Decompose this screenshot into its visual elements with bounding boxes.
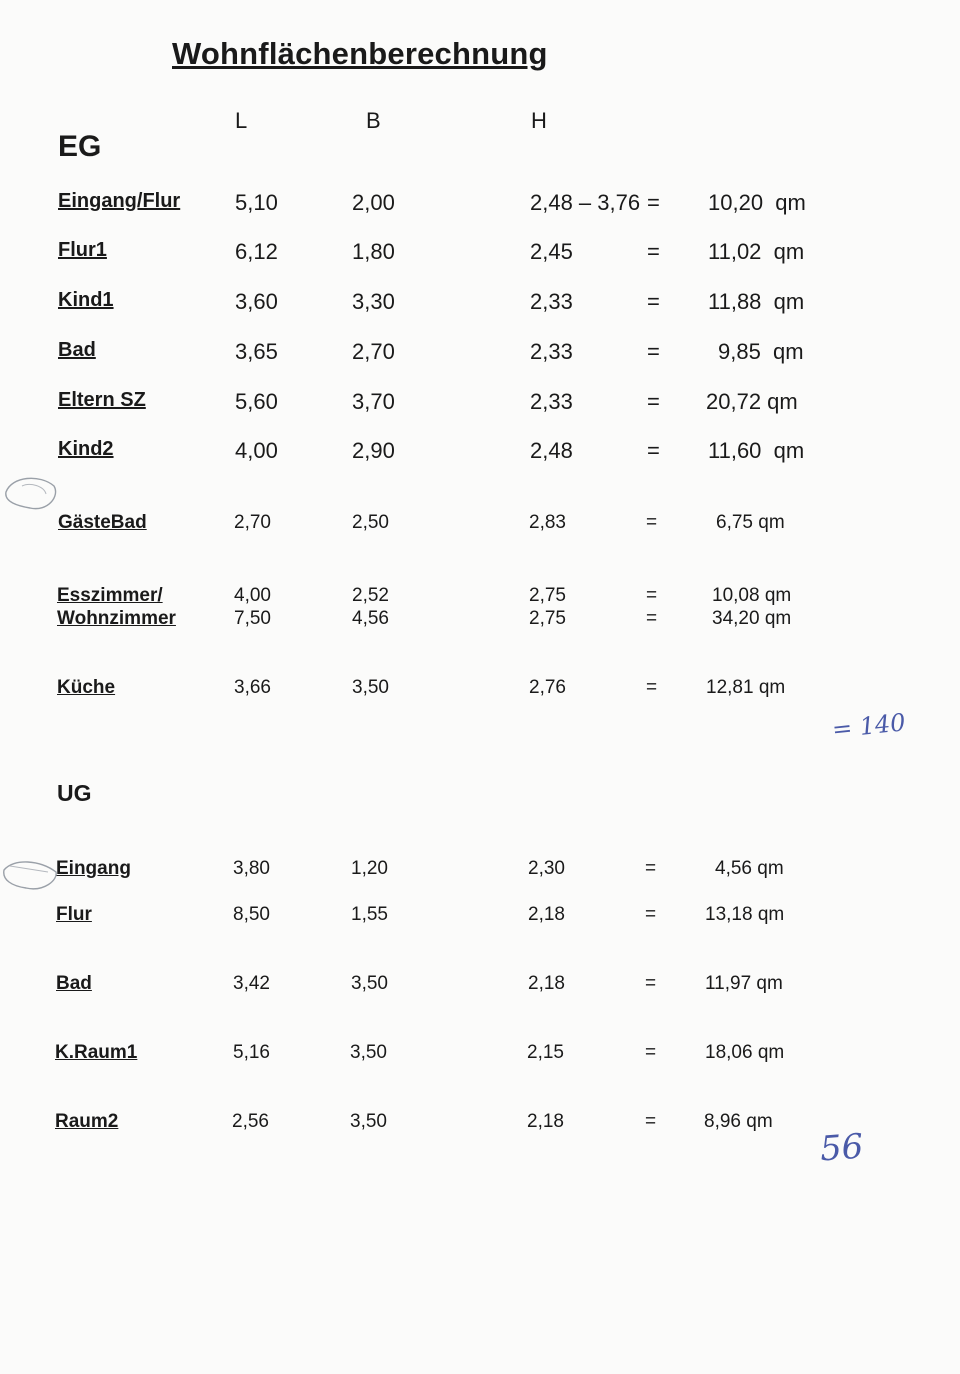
width-value: 2,70 bbox=[352, 339, 395, 364]
width-value: 3,50 bbox=[350, 1042, 387, 1063]
room-name: Eingang bbox=[56, 858, 131, 879]
equals-sign: = bbox=[645, 973, 657, 994]
width-value: 3,70 bbox=[352, 389, 395, 414]
area-value: 10,08 qm bbox=[712, 585, 792, 606]
width-value: 2,52 bbox=[352, 585, 389, 606]
table-row bbox=[0, 904, 960, 934]
equals-sign: = bbox=[647, 339, 660, 364]
width-value: 2,90 bbox=[352, 438, 395, 463]
room-name: Kind1 bbox=[58, 289, 114, 311]
length-value: 2,70 bbox=[234, 512, 271, 533]
width-value: 3,50 bbox=[351, 973, 388, 994]
handwritten-note-56: 56 bbox=[818, 1126, 865, 1170]
equals-sign: = bbox=[646, 608, 658, 629]
width-value: 3,50 bbox=[350, 1111, 387, 1132]
width-value: 3,30 bbox=[352, 289, 395, 314]
width-value: 1,20 bbox=[351, 858, 388, 879]
table-row bbox=[0, 1111, 960, 1141]
table-row bbox=[0, 608, 960, 638]
height-value: 2,15 bbox=[527, 1042, 564, 1063]
height-value: 2,48 – 3,76 bbox=[530, 190, 641, 215]
room-name: Esszimmer/ bbox=[57, 585, 163, 606]
room-name: GästeBad bbox=[58, 512, 147, 533]
length-value: 5,16 bbox=[233, 1042, 270, 1063]
column-header-h: H bbox=[531, 108, 547, 133]
area-value: 20,72 qm bbox=[706, 389, 798, 414]
area-value: 12,81 qm bbox=[706, 677, 786, 698]
length-value: 5,10 bbox=[235, 190, 278, 215]
height-value: 2,18 bbox=[528, 904, 565, 925]
table-row bbox=[0, 512, 960, 542]
section-label-eg: EG bbox=[58, 130, 102, 163]
height-value: 2,83 bbox=[529, 512, 566, 533]
room-name: Küche bbox=[57, 677, 116, 698]
area-value: 11,97 qm bbox=[705, 973, 783, 994]
height-value: 2,45 bbox=[530, 239, 573, 264]
height-value: 2,76 bbox=[529, 677, 566, 698]
length-value: 4,00 bbox=[235, 438, 278, 463]
area-value: 6,75 qm bbox=[716, 512, 785, 533]
area-value: 13,18 qm bbox=[705, 904, 785, 925]
length-value: 3,66 bbox=[234, 677, 271, 698]
equals-sign: = bbox=[645, 904, 657, 925]
length-value: 8,50 bbox=[233, 904, 270, 925]
room-name: Flur1 bbox=[58, 239, 107, 261]
height-value: 2,18 bbox=[527, 1111, 564, 1132]
length-value: 3,80 bbox=[233, 858, 270, 879]
height-value: 2,33 bbox=[530, 389, 573, 414]
table-row bbox=[0, 1042, 960, 1072]
length-value: 3,60 bbox=[235, 289, 278, 314]
length-value: 4,00 bbox=[234, 585, 271, 606]
area-value: 10,20 qm bbox=[708, 190, 806, 215]
handwritten-note-140: = 140 bbox=[830, 708, 907, 744]
length-value: 6,12 bbox=[235, 239, 278, 264]
equals-sign: = bbox=[647, 239, 660, 264]
height-value: 2,30 bbox=[528, 858, 565, 879]
table-row bbox=[0, 239, 960, 269]
length-value: 3,42 bbox=[233, 973, 270, 994]
equals-sign: = bbox=[647, 190, 660, 215]
equals-sign: = bbox=[645, 1111, 657, 1132]
equals-sign: = bbox=[647, 289, 660, 314]
equals-sign: = bbox=[645, 1042, 657, 1063]
length-value: 2,56 bbox=[232, 1111, 269, 1132]
column-header-l: L bbox=[235, 108, 248, 133]
width-value: 3,50 bbox=[352, 677, 389, 698]
area-value: 8,96 qm bbox=[704, 1111, 773, 1132]
height-value: 2,48 bbox=[530, 438, 573, 463]
section-label-ug: UG bbox=[57, 780, 92, 806]
area-value: 11,60 qm bbox=[708, 438, 805, 463]
area-value: 9,85 qm bbox=[718, 339, 804, 364]
height-value: 2,75 bbox=[529, 585, 566, 606]
table-row bbox=[0, 289, 960, 319]
room-name: Eingang/Flur bbox=[58, 190, 181, 212]
area-value: 18,06 qm bbox=[705, 1042, 785, 1063]
length-value: 3,65 bbox=[235, 339, 278, 364]
table-row bbox=[0, 190, 960, 220]
length-value: 7,50 bbox=[234, 608, 271, 629]
room-name: Kind2 bbox=[58, 438, 114, 460]
room-name: Bad bbox=[58, 339, 96, 361]
width-value: 2,00 bbox=[352, 190, 395, 215]
room-name: Bad bbox=[56, 973, 92, 994]
width-value: 1,55 bbox=[351, 904, 388, 925]
area-value: 4,56 qm bbox=[715, 858, 784, 879]
margin-scribble-icon bbox=[0, 462, 64, 520]
area-value: 11,02 qm bbox=[708, 239, 805, 264]
page-title: Wohnflächenberechnung bbox=[172, 36, 548, 71]
table-row bbox=[0, 858, 960, 888]
room-name: K.Raum1 bbox=[55, 1042, 138, 1063]
table-row bbox=[0, 389, 960, 419]
height-value: 2,18 bbox=[528, 973, 565, 994]
width-value: 4,56 bbox=[352, 608, 389, 629]
equals-sign: = bbox=[645, 858, 657, 879]
table-row bbox=[0, 973, 960, 1003]
table-row bbox=[0, 339, 960, 369]
height-value: 2,75 bbox=[529, 608, 566, 629]
width-value: 1,80 bbox=[352, 239, 395, 264]
room-name: Raum2 bbox=[55, 1111, 119, 1132]
equals-sign: = bbox=[646, 512, 658, 533]
room-name: Wohnzimmer bbox=[57, 608, 176, 629]
table-row bbox=[0, 438, 960, 468]
equals-sign: = bbox=[647, 389, 660, 414]
length-value: 5,60 bbox=[235, 389, 278, 414]
margin-scribble-icon bbox=[0, 850, 64, 900]
width-value: 2,50 bbox=[352, 512, 389, 533]
equals-sign: = bbox=[646, 677, 658, 698]
area-value: 34,20 qm bbox=[712, 608, 792, 629]
room-name: Flur bbox=[56, 904, 92, 925]
height-value: 2,33 bbox=[530, 339, 573, 364]
table-row bbox=[0, 677, 960, 707]
area-value: 11,88 qm bbox=[708, 289, 805, 314]
height-value: 2,33 bbox=[530, 289, 573, 314]
column-header-b: B bbox=[366, 108, 381, 133]
equals-sign: = bbox=[646, 585, 658, 606]
equals-sign: = bbox=[647, 438, 660, 463]
room-name: Eltern SZ bbox=[58, 389, 146, 411]
